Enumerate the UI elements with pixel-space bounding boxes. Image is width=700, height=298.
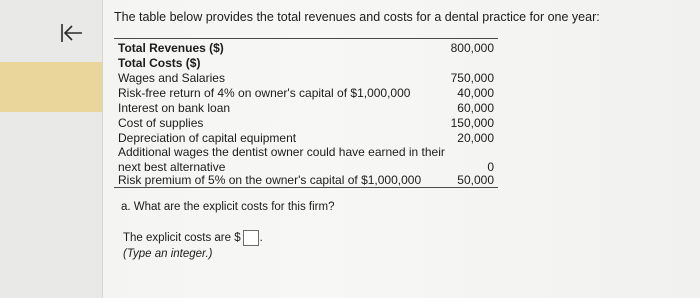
row-label: Additional wages the dentist owner could have earned in their (118, 145, 445, 159)
row-value: 20,000 (457, 131, 494, 145)
row-value: 0 (487, 160, 494, 174)
answer-line (123, 230, 263, 246)
row-value: 40,000 (457, 86, 494, 100)
row-label-continued: next best alternative (118, 160, 226, 174)
row-label: Wages and Salaries (118, 71, 225, 85)
answer-prefix: The explicit costs are $ (123, 232, 241, 244)
main-content (112, 0, 692, 298)
table-top-rule (114, 38, 498, 39)
row-label: Cost of supplies (118, 116, 204, 130)
question-text: a. What are the explicit costs for this firm? (121, 201, 335, 213)
row-value: 60,000 (457, 101, 494, 115)
row-value: 150,000 (450, 116, 494, 130)
intro-text: The table below provides the total revenues and costs for a dental practice for one year: (114, 10, 600, 24)
highlight-band (0, 62, 102, 112)
left-sidebar (0, 0, 103, 298)
row-label: Interest on bank loan (118, 101, 231, 115)
row-label: Total Revenues ($) (118, 41, 224, 55)
collapse-left-icon[interactable] (60, 22, 86, 44)
row-value: 750,000 (450, 71, 494, 85)
row-label: Total Costs ($) (118, 56, 201, 70)
row-label: Risk premium of 5% on the owner's capital of $1,000,000 (118, 173, 422, 187)
table-bottom-rule (114, 187, 498, 188)
answer-suffix: . (259, 232, 263, 244)
row-value: 800,000 (450, 41, 494, 55)
row-label: Risk-free return of 4% on owner's capital of $1,000,000 (118, 86, 411, 100)
row-label: Depreciation of capital equipment (118, 131, 297, 145)
answer-hint: (Type an integer.) (123, 248, 213, 260)
explicit-costs-input[interactable] (243, 230, 259, 246)
row-value: 50,000 (457, 173, 494, 187)
